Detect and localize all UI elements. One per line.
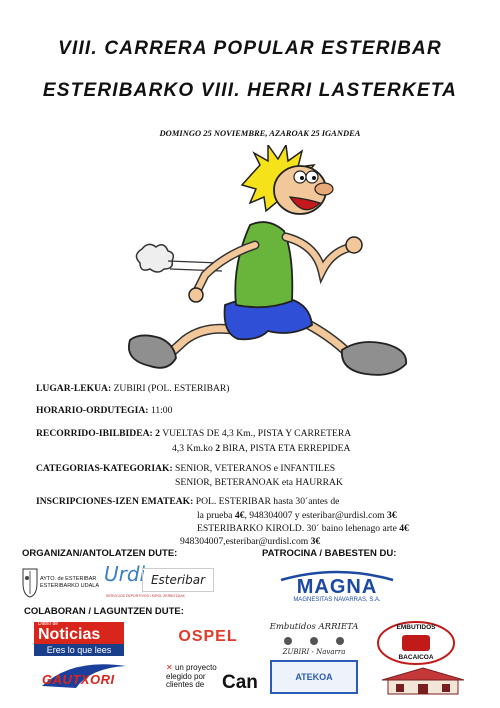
cat-line-1 (36, 463, 335, 474)
time-line (36, 405, 172, 416)
urdi-subtitle: SERVICIOS DEPORTIVOS / KIROL ZERBITZUAK (106, 594, 185, 598)
ospel-text: OSPEL (178, 628, 238, 645)
inscriptions-value-1: POL. ESTERIBAR hasta 30´antes de (195, 496, 340, 507)
title-es: VIII. CARRERA POPULAR ESTERIBAR (58, 38, 442, 59)
place-value: ZUBIRI (POL. ESTERIBAR) (113, 383, 230, 394)
insc-price-4: 3€ (310, 536, 321, 547)
bacaicoa-text: BACAICOA (398, 654, 434, 661)
ayto-line-1: AYTO. de ESTERIBAR (40, 576, 97, 582)
route-distance-eu: 4,3 Km.ko (172, 443, 213, 454)
arrieta-subtitle: ZUBIRI - Navarra (282, 648, 346, 656)
collaborators-label: COLABORAN / LAGUNTZEN DUTE: (24, 606, 184, 617)
diario-text: Diario de (38, 621, 59, 627)
categories-label: CATEGORIAS-KATEGORIAK: (36, 463, 173, 474)
urdi-esteribar-logo (104, 562, 216, 604)
patron-label: PATROCINA / BABESTEN DU: (262, 548, 397, 559)
ospel-logo (168, 628, 248, 650)
gautxori-logo (38, 662, 128, 692)
time-value: 11:00 (150, 405, 173, 416)
gautxori-text: GAUTXORI (42, 672, 115, 687)
urdi-text: Urdi (104, 562, 146, 586)
atekoa-text: ATEKOA (295, 672, 333, 682)
shield-icon (22, 568, 38, 598)
event-date: DOMINGO 25 NOVIEMBRE, AZAROAK 25 IGANDEA (159, 128, 361, 138)
ayto-esteribar-logo (22, 566, 102, 602)
categories-value-eu: SENIOR, BETERANOAK eta HAURRAK (175, 477, 343, 488)
noticias-slogan: Eres lo que lees (34, 644, 124, 656)
insc-line-3 (197, 523, 409, 534)
route-label: RECORRIDO-IBILBIDEA: (36, 428, 153, 439)
can-slogan-1: un proyecto (174, 663, 217, 672)
noticias-text: Noticias (38, 626, 101, 643)
insc-contact-2: 948304007,esteribar@urdisl.com (180, 536, 309, 547)
inscriptions-label: INSCRIPCIONES-IZEN EMATEAK: (36, 496, 194, 507)
can-x-icon: ✕ (166, 663, 173, 672)
magna-text: MAGNA (296, 576, 378, 598)
insc-line-2 (197, 510, 397, 521)
runner-illustration (110, 145, 430, 385)
insc-eu-text: ESTERIBARKO KIROLD. 30´ baino lehenago arte (197, 523, 397, 534)
place-line (36, 383, 229, 394)
route-line-2 (172, 443, 350, 454)
insc-price-1: 4€ (234, 510, 245, 521)
embutidos-text: EMBUTIDOS (396, 624, 436, 631)
route-laps-count-eu: 2 (215, 443, 220, 454)
ayto-line-2: ESTERIBARKO UDALA (40, 583, 99, 589)
arrieta-title: Embutidos ARRIETA (269, 622, 359, 632)
diario-noticias-logo (34, 622, 124, 656)
bacaicoa-logo (376, 620, 456, 666)
ayto-text (40, 576, 99, 590)
arrieta-logo (268, 622, 360, 658)
time-label: HORARIO-ORDUTEGIA: (36, 405, 149, 416)
can-slogan-2: elegido por (166, 671, 206, 681)
insc-prefix: la prueba (197, 510, 233, 521)
route-laps-count: 2 (155, 428, 160, 439)
can-text: Can (222, 672, 258, 693)
can-slogan (166, 664, 217, 690)
place-label: LUGAR-LEKUA: (36, 383, 112, 394)
house-logo (380, 666, 466, 696)
title-eu: ESTERIBARKO VIII. HERRI LASTERKETA (42, 80, 458, 101)
insc-line-4 (180, 536, 320, 547)
insc-price-2: 3€ (387, 510, 397, 521)
insc-price-3: 4€ (399, 523, 409, 534)
can-slogan-3: clientes de (166, 680, 205, 689)
route-value-eu: BIRA, PISTA ETA ERREPIDEA (222, 443, 351, 454)
route-line-1 (36, 428, 351, 439)
magna-subtitle: MAGNESITAS NAVARRAS, S.A. (293, 597, 381, 603)
can-logo (166, 664, 260, 696)
arrieta-figures-icon (268, 634, 360, 648)
route-value-es: VUELTAS DE 4,3 Km., PISTA Y CARRETERA (162, 428, 352, 439)
insc-line-1 (36, 496, 339, 507)
organizers-label: ORGANIZAN/ANTOLATZEN DUTE: (22, 548, 178, 559)
magna-logo (277, 568, 397, 604)
atekoa-logo (270, 660, 358, 694)
categories-value-es: SENIOR, VETERANOS e INFANTILES (175, 463, 336, 474)
esteribar-text: Esteribar (142, 568, 214, 592)
insc-contact-1: , 948304007 y esteribar@urdisl.com (244, 510, 385, 521)
